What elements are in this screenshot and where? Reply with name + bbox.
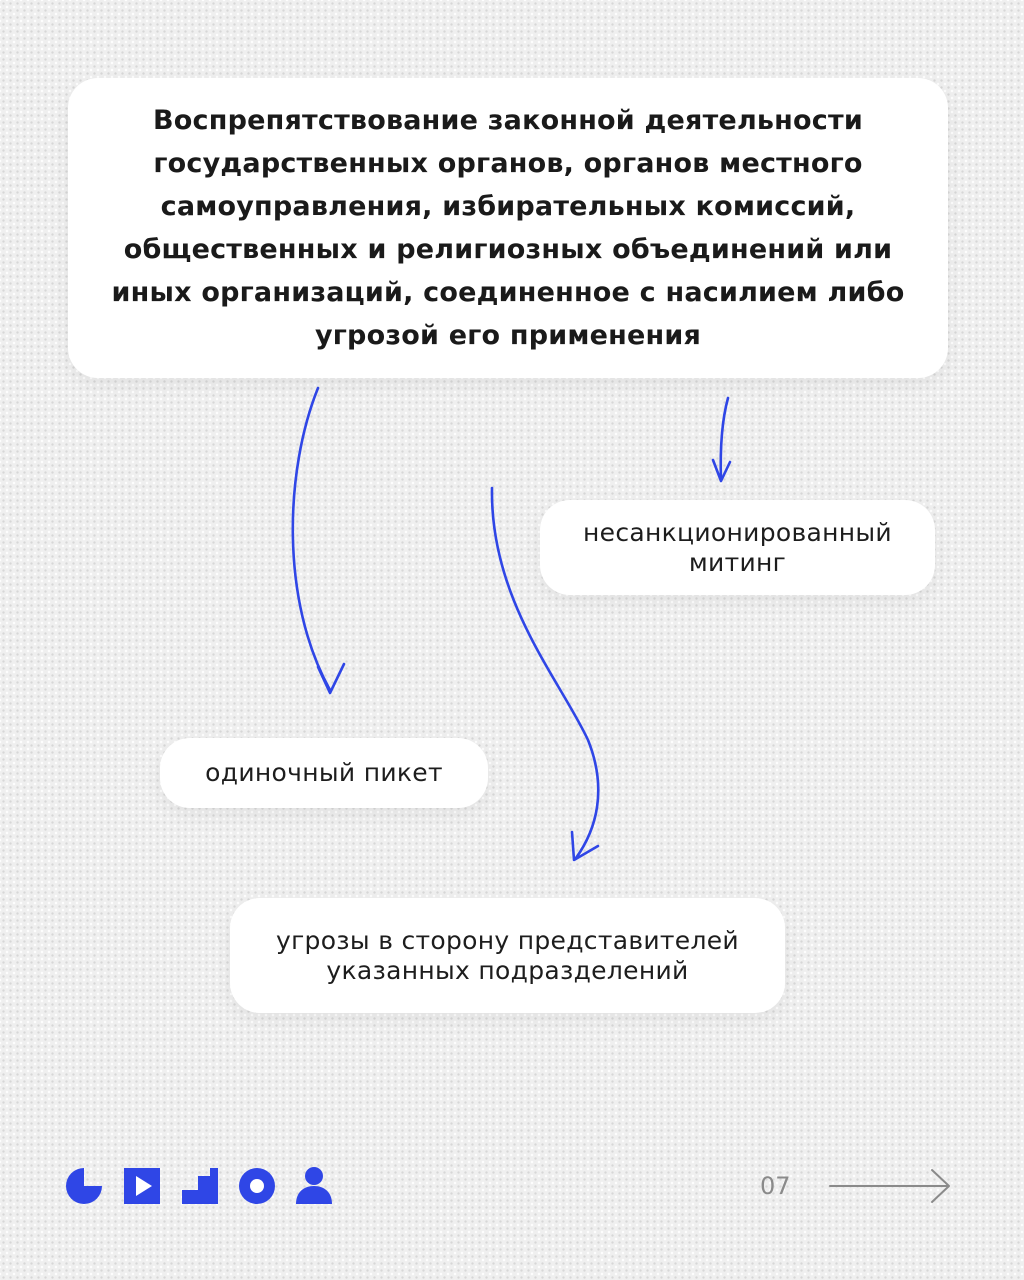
- arrow-right-icon[interactable]: [826, 1166, 954, 1206]
- page-number: 07: [760, 1172, 791, 1200]
- node-card-piket: [160, 738, 488, 808]
- arrowhead-piket: [318, 664, 344, 693]
- steps-icon: [182, 1168, 218, 1204]
- node-label-threats: угрозы в сторону представителей указанных подразделений: [276, 925, 739, 985]
- person-icon: [296, 1167, 332, 1204]
- node-label-piket: одиночный пикет: [205, 758, 443, 787]
- ring-icon: [239, 1168, 275, 1204]
- arrow-to-piket: [293, 388, 330, 690]
- node-card-threats: [230, 898, 785, 1013]
- node-card-miting: [540, 500, 935, 595]
- brand-logo: [62, 1164, 342, 1208]
- node-label-miting: несанкционированный митинг: [583, 517, 892, 577]
- main-statement: Воспрепятствование законной деятельности государственных органов, органов местного самоуправления, избирательных комиссий, общественных и религиозных объединений или иных организаций, соединенное с насилием либо угрозой его применения: [111, 105, 905, 351]
- pie-icon: [66, 1168, 102, 1204]
- main-statement-card: [68, 78, 948, 378]
